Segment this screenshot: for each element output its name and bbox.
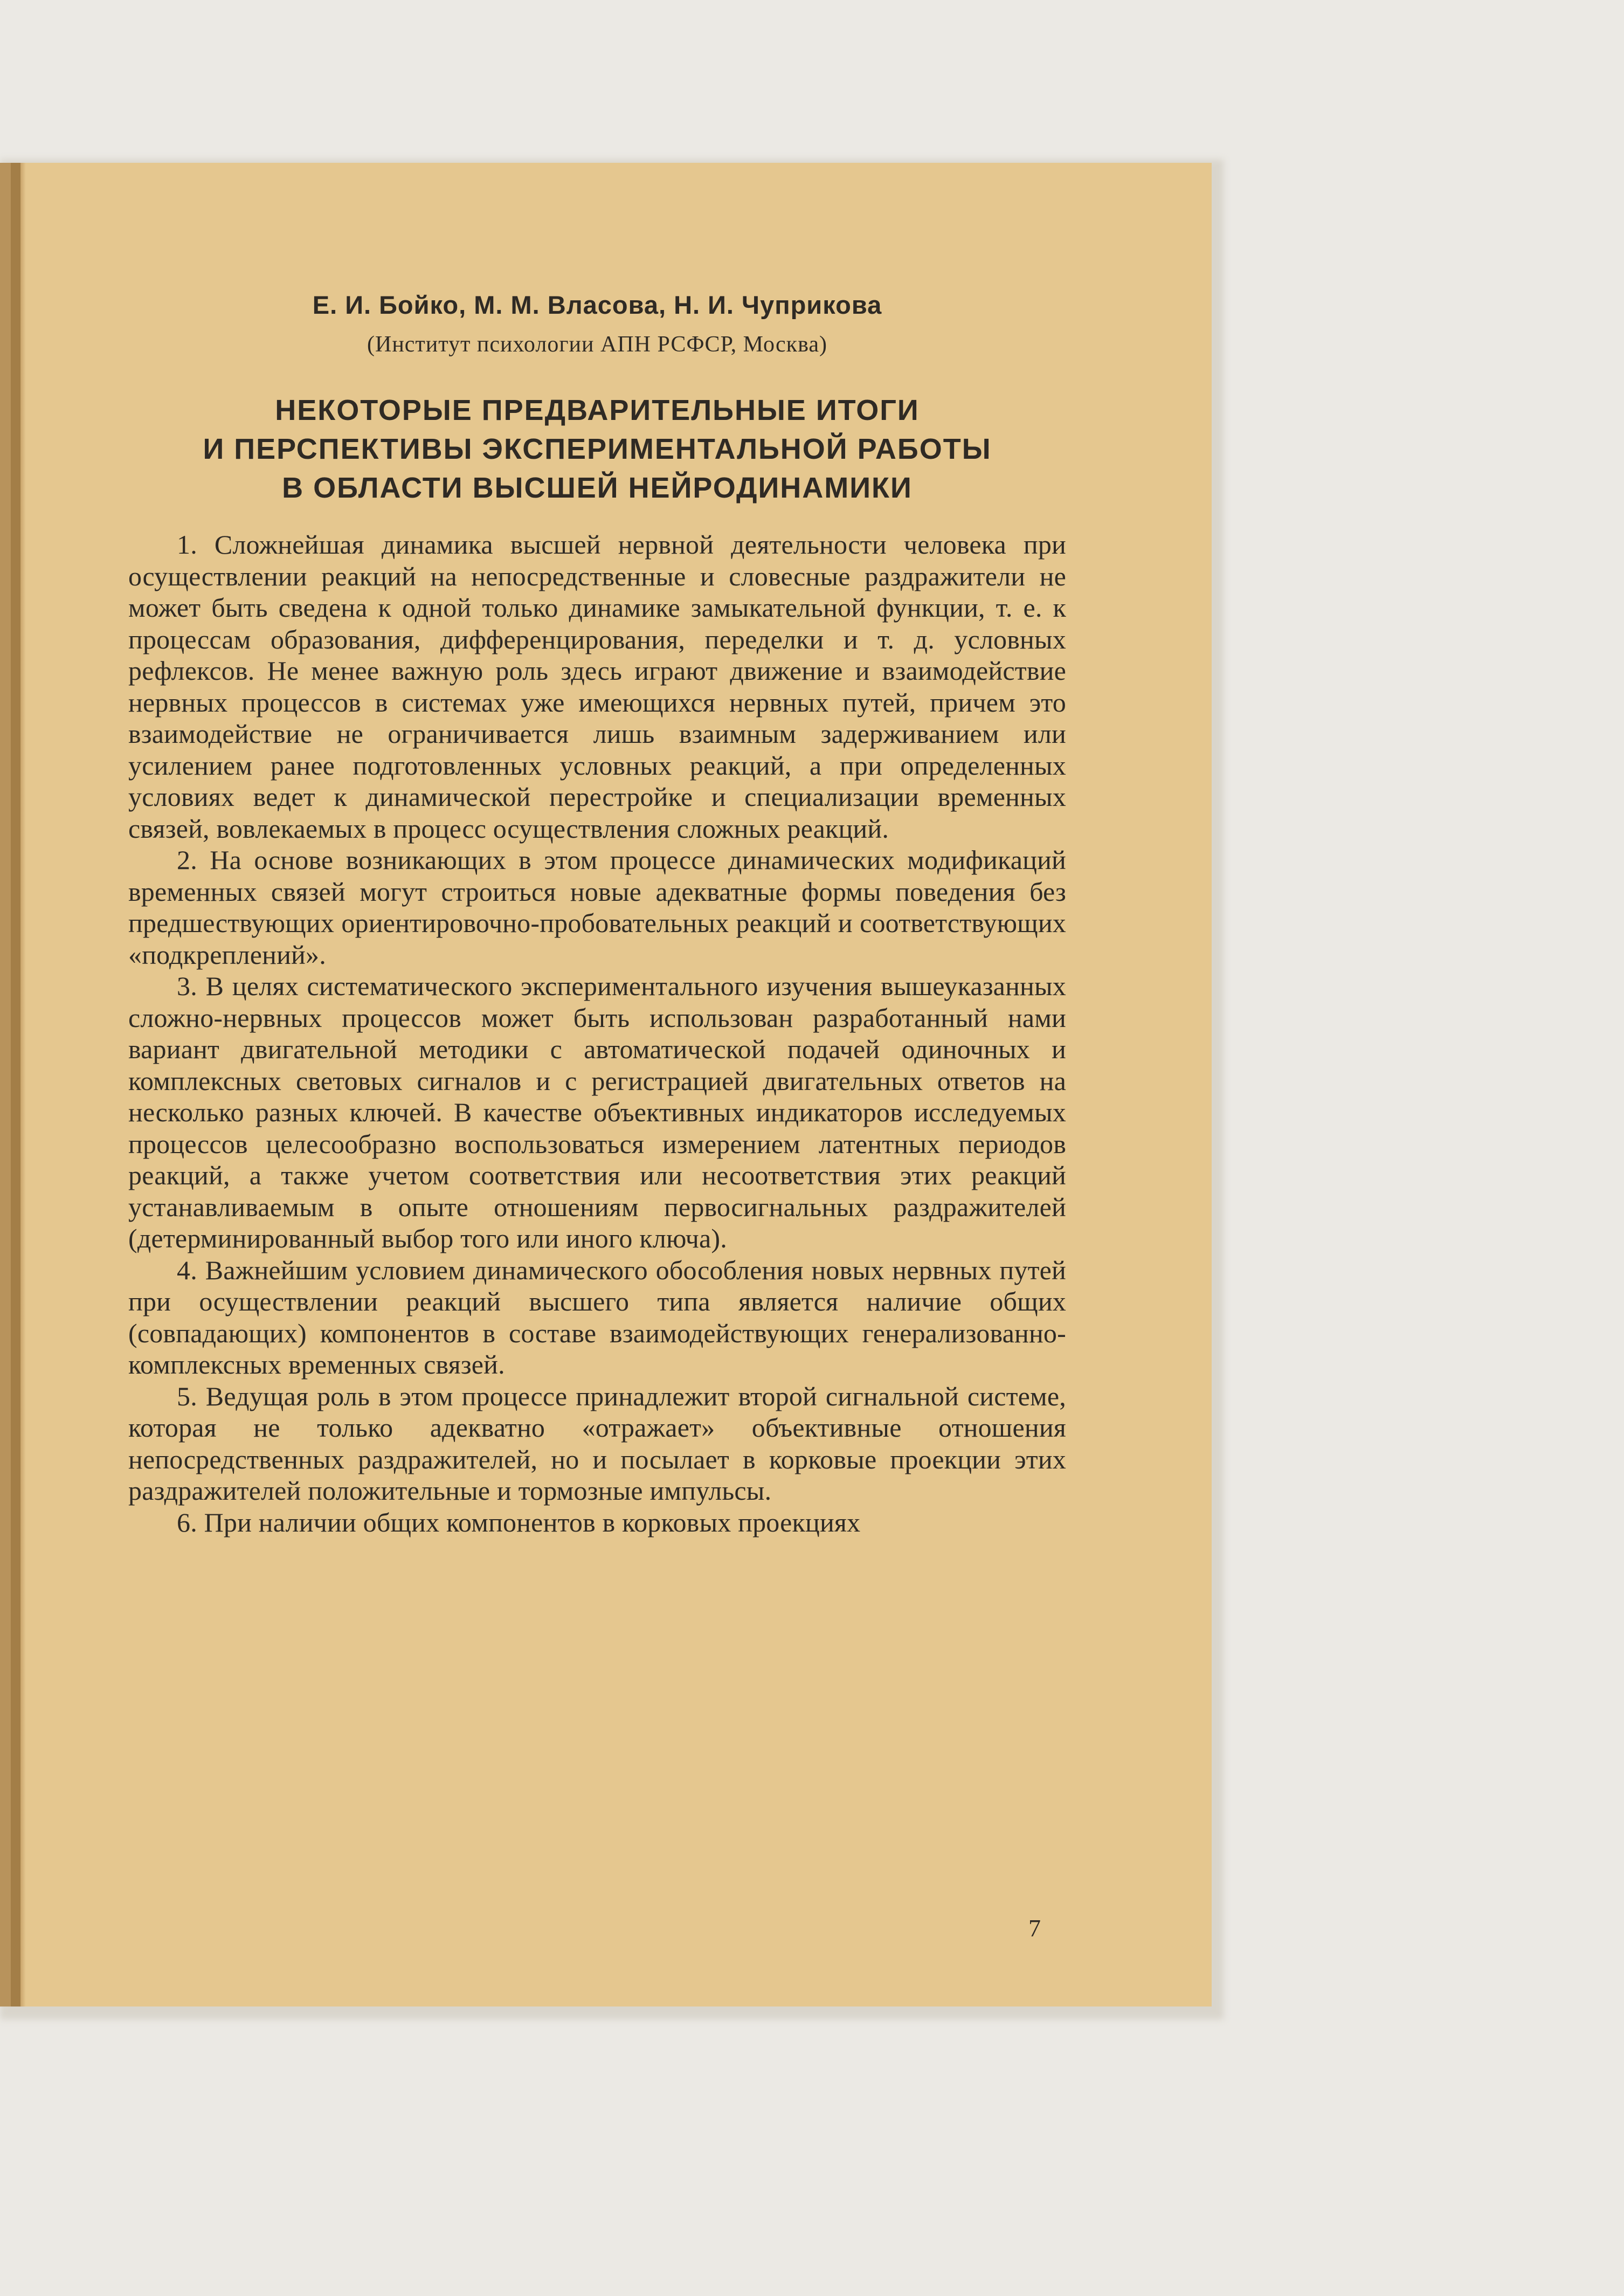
article-title	[128, 391, 1066, 507]
page-text-block	[128, 290, 1066, 1538]
paragraph-2: 2. На основе возникающих в этом процессе динамических модификаций временных связей могут строиться новые адекватные формы поведения без предшествующих ориентировочно-пробовательных реакций и соответствующих «подкреплений».	[128, 845, 1066, 970]
paragraph-3: 3. В целях систематического экспериментального изучения вышеуказанных сложно-нервных процессов может быть использован разработанный нами вариант двигательной методики с автоматической подачей одиночных и комплексных световых сигналов и с регистрацией двигательных ответов на несколько разных ключей. В качестве объективных индикаторов исследуемых процессов целесообразно воспользоваться измерением латентных периодов реакций, а также учетом соответствия или несоответствия этих реакций устанавливаемым в опыте отношениям первосигнальных раздражителей (детерминированный выбор того или иного ключа).	[128, 971, 1066, 1253]
book-page	[20, 163, 1212, 2007]
author-affiliation: (Институт психологии АПН РСФСР, Москва)	[367, 332, 827, 357]
article-authors: Е. И. Бойко, М. М. Власова, Н. И. Чуприкова	[312, 291, 882, 319]
paragraph-4: 4. Важнейшим условием динамического обособления новых нервных путей при осуществлении реакций высшего типа является наличие общих (совпадающих) компонентов в составе взаимодействующих генерализованно-комплексных временных связей.	[128, 1254, 1066, 1380]
page-gutter	[20, 163, 26, 2007]
page-number: 7	[1028, 1914, 1041, 1942]
title-line-1: НЕКОТОРЫЕ ПРЕДВАРИТЕЛЬНЫЕ ИТОГИ	[275, 394, 920, 426]
paragraph-6: 6. При наличии общих компонентов в корковых проекциях	[177, 1507, 861, 1537]
title-line-3: В ОБЛАСТИ ВЫСШЕЙ НЕЙРОДИНАМИКИ	[282, 472, 913, 504]
title-line-2: И ПЕРСПЕКТИВЫ ЭКСПЕРИМЕНТАЛЬНОЙ РАБОТЫ	[203, 433, 992, 465]
paragraph-1: 1. Сложнейшая динамика высшей нервной деятельности человека при осуществлении реакций на непосредственные и словесные раздражители не может быть сведена к одной только динамике замыкательной функции, т. е. к процессам образования, дифференцирования, переделки и т. д. условных рефлексов. Не менее важную роль здесь играют движение и взаимодействие нервных процессов в системах уже имеющихся нервных путей, причем это взаимодействие не ограничивается лишь взаимным задерживанием или усилением ранее подготовленных условных реакций, а при определенных условиях ведет к динамической перестройке и специализации временных связей, вовлекаемых в процесс осуществления сложных реакций.	[128, 529, 1066, 844]
paragraph-5: 5. Ведущая роль в этом процессе принадлежит второй сигнальной системе, которая не только адекватно «отражает» объективные отношения непосредственных раздражителей, но и посылает в корковые проекции этих раздражителей положительные и тормозные импульсы.	[128, 1381, 1066, 1506]
